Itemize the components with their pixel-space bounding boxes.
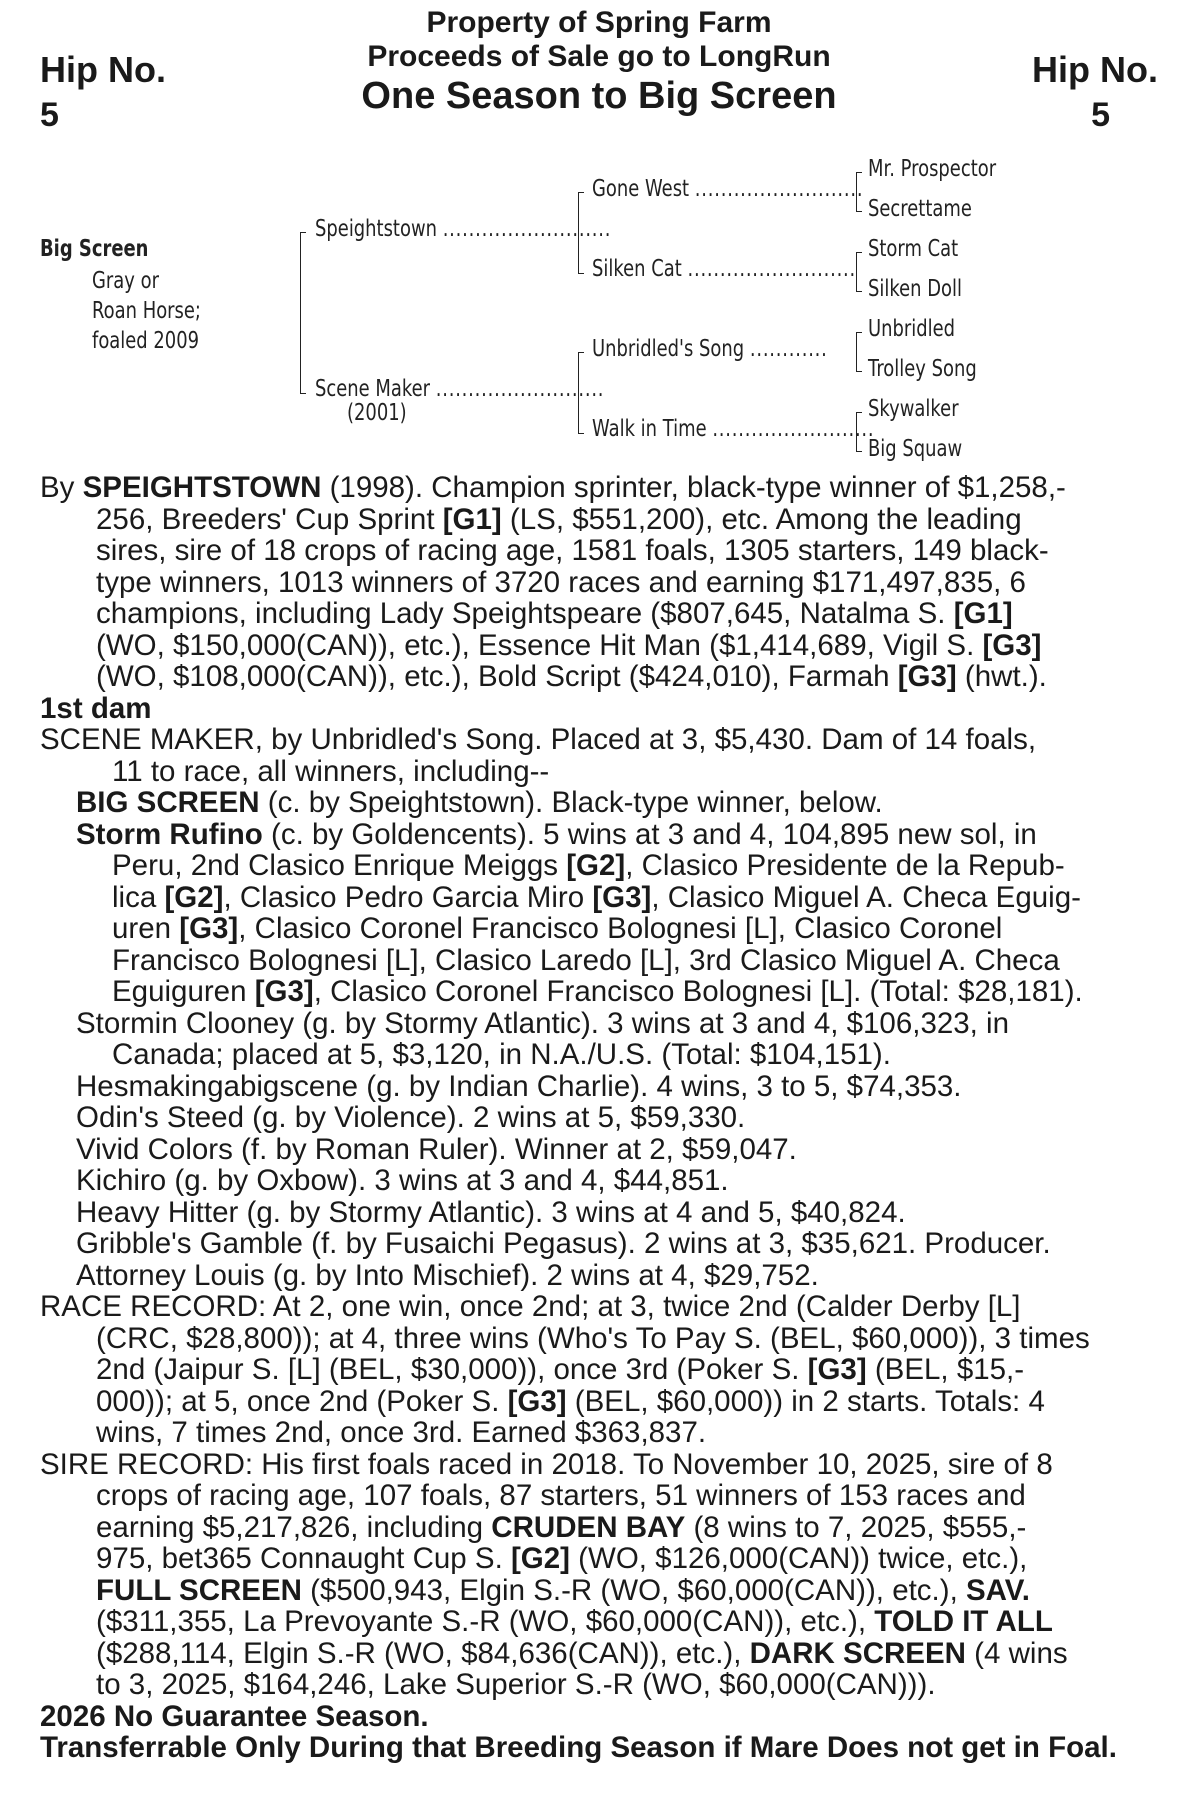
- bold-text: [G3]: [592, 880, 652, 914]
- text-run: Peru, 2nd Clasico Enrique Meiggs: [112, 849, 567, 882]
- text-run: Vivid Colors (f. by Roman Ruler). Winner at 2, $59,047.: [76, 1132, 797, 1166]
- g3-ancestor-8: Big Squaw: [868, 436, 963, 462]
- text-run: type winners, 1013 winners of 3720 races and earning $171,497,835, 6: [96, 565, 1026, 599]
- text-run: 2nd (Jaipur S. [L] (BEL, $30,000)), once 3rd (Poker S.: [96, 1353, 808, 1386]
- g3-ancestor-7: Skywalker: [868, 396, 959, 422]
- text-run: (BEL, $15,-: [866, 1353, 1025, 1386]
- bold-text: [G3]: [982, 628, 1042, 662]
- bold-text: [G3]: [807, 1353, 867, 1386]
- dam-line: [40, 1638, 1118, 1670]
- sire-dam-name: Silken Cat ..........................: [592, 256, 857, 282]
- dam-line: [40, 913, 1118, 945]
- text-run: (WO, $150,000(CAN)), etc.), Essence Hit Man ($1,414,689, Vigil S.: [96, 628, 983, 662]
- g3-ancestor-5: Unbridled: [868, 316, 956, 342]
- g3-ancestor-3: Storm Cat: [868, 236, 959, 262]
- bold-text: [G1]: [953, 597, 1013, 630]
- text-run: (hwt.).: [956, 660, 1047, 693]
- dam-line: [40, 850, 1118, 882]
- text-run: Gribble's Gamble (f. by Fusaichi Pegasus). 2 wins at 3, $35,621. Producer.: [76, 1227, 1051, 1260]
- bracket-g3-3: [856, 332, 862, 372]
- dam-line: [40, 1480, 1118, 1512]
- bold-text: [G3]: [897, 660, 957, 693]
- text-run: (8 wins to 7, 2025, $555,-: [685, 1510, 1027, 1544]
- dam-name: Scene Maker ..........................: [315, 376, 605, 402]
- text-run: 000)); at 5, once 2nd (Poker S.: [96, 1384, 508, 1418]
- text-run: ($288,114, Elgin S.-R (WO, $84,636(CAN)), etc.),: [96, 1636, 750, 1670]
- dam-line: [40, 1417, 1118, 1449]
- dam-line: [40, 756, 1118, 788]
- dam-heading: 1st dam: [40, 691, 152, 725]
- text-run: Stormin Clooney (g. by Stormy Atlantic). 3 wins at 3 and 4, $106,323, in: [76, 1006, 1010, 1040]
- bold-text: [G2]: [164, 880, 224, 914]
- dam-line: [40, 819, 1118, 851]
- bold-text: [G3]: [179, 912, 239, 945]
- bold-text: [G3]: [254, 975, 314, 1008]
- text-run: lica: [112, 880, 165, 914]
- text-run: , Clasico Pedro Garcia Miro: [223, 880, 593, 914]
- dam-dam-name: Walk in Time .........................: [592, 416, 875, 442]
- text-run: 256, Breeders' Cup Sprint: [96, 502, 443, 536]
- text-run: Heavy Hitter (g. by Stormy Atlantic). 3 wins at 4 and 5, $40,824.: [76, 1195, 906, 1229]
- bold-text: FULL SCREEN: [96, 1573, 302, 1607]
- text-run: (WO, $108,000(CAN)), etc.), Bold Script ($424,010), Farmah: [96, 660, 898, 693]
- text-run: , Clasico Miguel A. Checa Eguig-: [651, 880, 1081, 914]
- g3-ancestor-4: Silken Doll: [868, 276, 962, 302]
- dam-section: [40, 724, 1118, 1701]
- bracket-g3-2: [856, 252, 862, 292]
- text-run: 11 to race, all winners, including--: [112, 754, 550, 788]
- text-run: uren: [112, 912, 180, 945]
- dam-line: [40, 1071, 1118, 1103]
- sire-line: [40, 661, 1118, 693]
- text-run: , Clasico Coronel Francisco Bolognesi [L]. (Total: $28,181).: [313, 975, 1083, 1008]
- bold-text: CRUDEN BAY: [491, 1510, 686, 1544]
- hip-label-right: Hip No.: [1032, 49, 1158, 90]
- text-run: By: [40, 471, 83, 504]
- bracket-dam: [578, 352, 584, 434]
- bold-text: TOLD IT ALL: [874, 1605, 1053, 1638]
- text-run: ($500,943, Elgin S.-R (WO, $60,000(CAN)), etc.),: [301, 1573, 966, 1607]
- dam-line: [40, 1165, 1118, 1197]
- text-run: (CRC, $28,800)); at 4, three wins (Who's To Pay S. (BEL, $60,000)), 3 times: [96, 1321, 1090, 1355]
- text-run: (c. by Goldencents). 5 wins at 3 and 4, 104,895 new sol, in: [262, 817, 1037, 851]
- g3-ancestor-2: Secrettame: [868, 196, 972, 222]
- hip-number-left: 5: [40, 96, 59, 134]
- dam-line: [40, 1669, 1118, 1701]
- text-run: Attorney Louis (g. by Into Mischief). 2 wins at 4, $29,752.: [76, 1258, 819, 1292]
- text-run: (LS, $551,200), etc. Among the leading: [501, 502, 1022, 536]
- dam-line: [40, 1543, 1118, 1575]
- dam-line: [40, 1197, 1118, 1229]
- subject-desc-2: Roan Horse;: [92, 298, 201, 324]
- dam-line: [40, 976, 1118, 1008]
- g3-ancestor-1: Mr. Prospector: [868, 156, 997, 182]
- consignor-line: Property of Spring Farm: [426, 6, 772, 39]
- dam-line: [40, 1449, 1118, 1481]
- subject-name: Big Screen: [40, 236, 149, 262]
- bold-text: [G1]: [442, 502, 502, 536]
- dam-line: [40, 1386, 1118, 1418]
- dam-line: [40, 1606, 1118, 1638]
- g3-ancestor-6: Trolley Song: [868, 356, 977, 382]
- dam-line: [40, 1134, 1118, 1166]
- text-run: Eguiguren: [112, 975, 255, 1008]
- text-run: SCENE MAKER, by Unbridled's Song. Placed at 3, $5,430. Dam of 14 foals,: [40, 723, 1037, 756]
- dam-line: [40, 1102, 1118, 1134]
- hip-label-left: Hip No.: [40, 49, 166, 90]
- text-run: earning $5,217,826, including: [96, 1510, 492, 1544]
- text-run: Canada; placed at 5, $3,120, in N.A./U.S. (Total: $104,151).: [112, 1038, 891, 1071]
- text-run: Odin's Steed (g. by Violence). 2 wins at 5, $59,330.: [76, 1101, 746, 1134]
- dam-line: [40, 1039, 1118, 1071]
- subject-desc-1: Gray or: [92, 268, 159, 294]
- sire-line: [40, 567, 1118, 599]
- bracket-g3-4: [856, 412, 862, 452]
- text-run: sires, sire of 18 crops of racing age, 1581 foals, 1305 starters, 149 black-: [96, 534, 1049, 567]
- dam-year: (2001): [347, 400, 407, 426]
- text-run: 975, bet365 Connaught Cup S.: [96, 1542, 511, 1575]
- sire-line: [40, 598, 1118, 630]
- dam-line: [40, 724, 1118, 756]
- sire-paragraph: [40, 472, 1118, 693]
- dam-line: [40, 1260, 1118, 1292]
- text-run: , Clasico Coronel Francisco Bolognesi [L], Clasico Coronel: [238, 912, 1003, 945]
- sire-sire-name: Gone West ..........................: [592, 176, 864, 202]
- bold-text: [G2]: [510, 1542, 570, 1575]
- bold-text: [G2]: [566, 849, 626, 882]
- hip-number-right: 5: [1091, 96, 1110, 134]
- text-run: (WO, $126,000(CAN)) twice, etc.),: [569, 1542, 1028, 1575]
- text-run: (4 wins: [965, 1636, 1068, 1670]
- dam-line: [40, 787, 1118, 819]
- text-run: crops of racing age, 107 foals, 87 starters, 51 winners of 153 races and: [96, 1479, 1026, 1512]
- text-run: Francisco Bolognesi [L], Clasico Laredo [L], 3rd Clasico Miguel A. Checa: [112, 943, 1060, 977]
- sire-line: [40, 504, 1118, 536]
- footer-transfer: Transferrable Only During that Breeding Season if Mare Does not get in Foal.: [40, 1731, 1117, 1764]
- sire-line: [40, 472, 1118, 504]
- dam-line: [40, 1512, 1118, 1544]
- page-title: One Season to Big Screen: [361, 75, 837, 117]
- text-run: (1998). Champion sprinter, black-type winner of $1,258,-: [321, 471, 1066, 504]
- dam-line: [40, 1291, 1118, 1323]
- text-run: Kichiro (g. by Oxbow). 3 wins at 3 and 4, $44,851.: [76, 1164, 729, 1197]
- bracket-sire: [578, 192, 584, 274]
- dam-line: [40, 1323, 1118, 1355]
- dam-line: [40, 882, 1118, 914]
- bold-text: SPEIGHTSTOWN: [82, 471, 322, 504]
- subject-desc-3: foaled 2009: [92, 328, 200, 354]
- bold-text: BIG SCREEN: [76, 786, 260, 819]
- bold-text: DARK SCREEN: [749, 1636, 966, 1670]
- bold-text: SAV.: [965, 1573, 1030, 1607]
- text-run: champions, including Lady Speightspeare ($807,645, Natalma S.: [96, 597, 954, 630]
- sire-line: [40, 535, 1118, 567]
- dam-line: [40, 1575, 1118, 1607]
- dam-line: [40, 945, 1118, 977]
- dam-line: [40, 1354, 1118, 1386]
- text-run: (c. by Speightstown). Black-type winner, below.: [259, 786, 883, 819]
- catalog-body: [40, 472, 1118, 1764]
- bold-text: Storm Rufino: [76, 817, 263, 851]
- bracket-g3-1: [856, 172, 862, 212]
- bold-text: [G3]: [507, 1384, 567, 1418]
- footer-season: 2026 No Guarantee Season.: [40, 1699, 429, 1733]
- text-run: ($311,355, La Prevoyante S.-R (WO, $60,000(CAN)), etc.),: [96, 1605, 875, 1638]
- dam-line: [40, 1008, 1118, 1040]
- text-run: , Clasico Presidente de la Repub-: [625, 849, 1065, 882]
- sire-name: Speightstown ..........................: [315, 216, 612, 242]
- sire-line: [40, 630, 1118, 662]
- dam-sire-name: Unbridled's Song ............: [592, 336, 828, 362]
- text-run: SIRE RECORD: His first foals raced in 2018. To November 10, 2025, sire of 8: [40, 1447, 1053, 1481]
- text-run: to 3, 2025, $164,246, Lake Superior S.-R (WO, $60,000(CAN))).: [96, 1668, 936, 1701]
- text-run: Hesmakingabigscene (g. by Indian Charlie). 4 wins, 3 to 5, $74,353.: [76, 1069, 962, 1103]
- text-run: (BEL, $60,000)) in 2 starts. Totals: 4: [566, 1384, 1045, 1418]
- proceeds-line: Proceeds of Sale go to LongRun: [367, 40, 831, 73]
- dam-line: [40, 1228, 1118, 1260]
- text-run: wins, 7 times 2nd, once 3rd. Earned $363,837.: [96, 1416, 707, 1449]
- bracket-parents: [300, 232, 306, 394]
- text-run: RACE RECORD: At 2, one win, once 2nd; at 3, twice 2nd (Calder Derby [L]: [40, 1290, 1021, 1323]
